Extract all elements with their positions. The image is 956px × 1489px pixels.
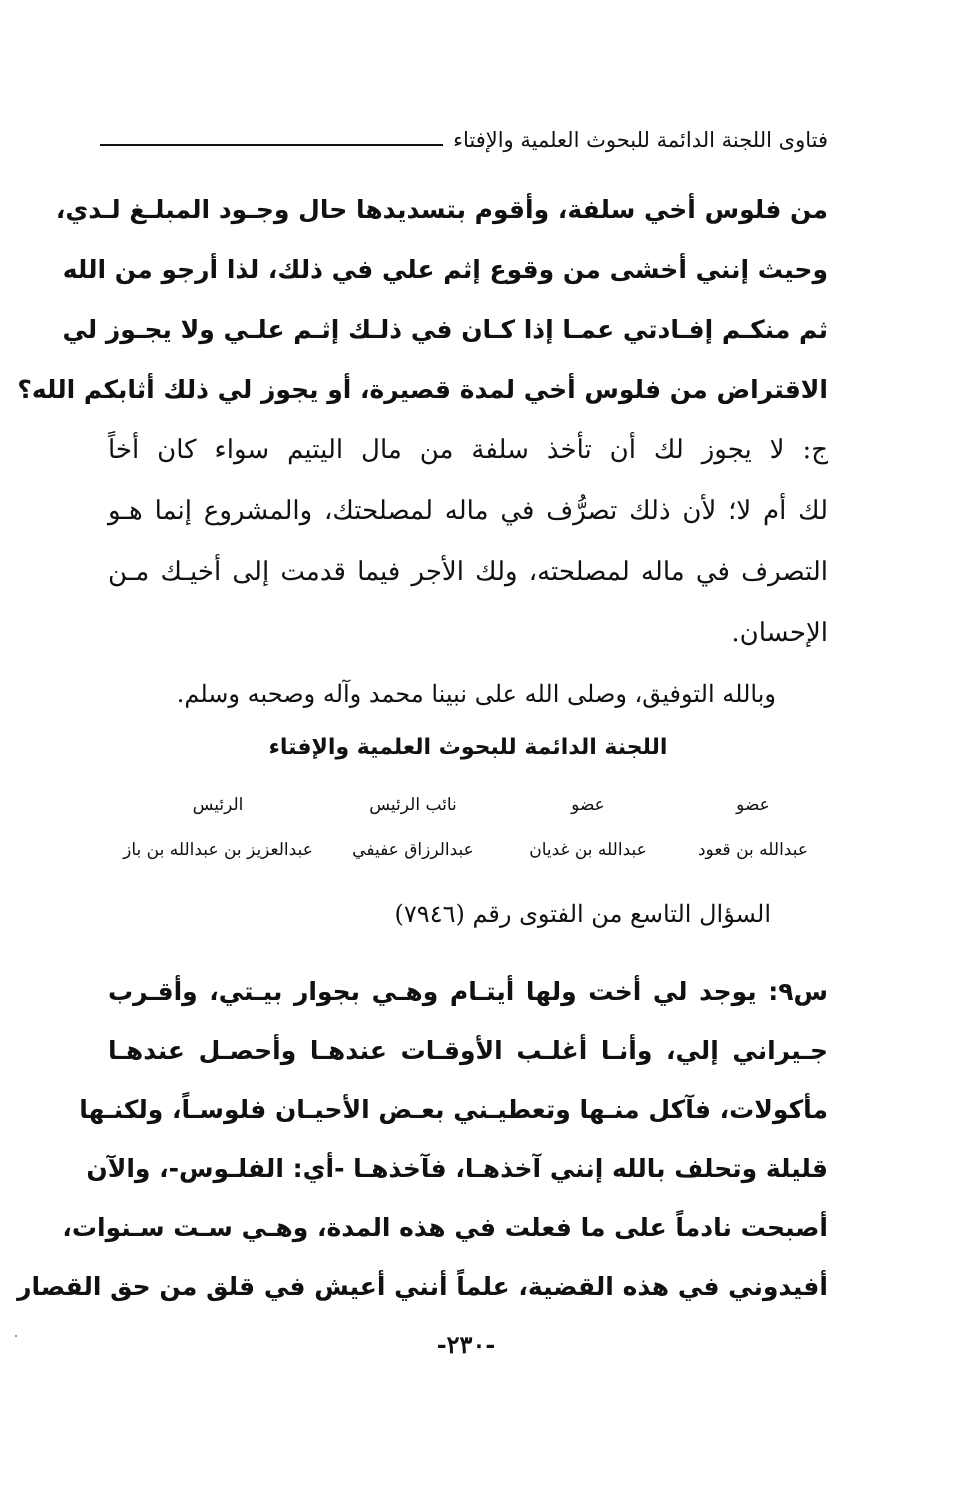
signatory-names [118, 840, 828, 860]
scan-speck [15, 1335, 17, 1337]
question-2-line: س٩: يوجد لي أخت ولها أيتـام وهـي بجوار بيـتي، وأقـرب [108, 977, 828, 1006]
question-1-line: ثم منكـم إفـادتي عمـا إذا كـان في ذلـك إثـم علـي ولا يجـوز لي [62, 315, 828, 344]
signatory-name: عبدالرزاق عفيفي [352, 840, 474, 860]
question-2-line: أصبحت نادماً على ما فعلت في هذه المدة، وهـي سـت سـنوات، [62, 1213, 828, 1242]
answer-1 [108, 420, 828, 664]
signatory-role: عضو [571, 795, 605, 815]
signatory-role: عضو [736, 795, 770, 815]
answer-1-line: لك أم لا؛ لأن ذلك تصرُّف في ماله لمصلحتك، والمشروع إنما هـو [108, 496, 828, 526]
header-rule [100, 144, 443, 146]
header-title: فتاوى اللجنة الدائمة للبحوث العلمية والإفتاء [453, 128, 828, 152]
signatory-name: عبدالعزيز بن عبدالله بن باز [123, 840, 313, 860]
answer-1-line: ج: لا يجوز لك أن تأخذ سلفة من مال اليتيم سواء كان أخاً [108, 435, 828, 465]
running-header [100, 112, 828, 152]
question-2 [17, 962, 828, 1316]
question-2-line: جـيراني إلي، وأنـا أغلـب الأوقـات عندهـا وأحصـل عندهـا [108, 1036, 828, 1065]
question-1-line: وحيث إنني أخشى من وقوع إثم علي في ذلك، لذا أرجو من الله [62, 255, 828, 284]
question-1-line: الاقتراض من فلوس أخي لمدة قصيرة، أو يجوز لي ذلك أثابكم الله؟ [17, 375, 828, 404]
answer-1-line: التصرف في ماله لمصلحته، ولك الأجر فيما قدمت إلى أخيـك مـن [108, 557, 828, 587]
fatwa-heading: السؤال التاسع من الفتوى رقم (٧٩٤٦) [394, 900, 771, 928]
question-2-line: مأكولات، فآكل منـها وتعطيـني بعـض الأحيـان فلوسـاً، ولكنـها [79, 1095, 828, 1124]
signatory-name: عبدالله بن غديان [529, 840, 647, 860]
question-2-line: أفيدوني في هذه القضية، علماً أنني أعيش في قلق من حق القصار [17, 1272, 828, 1301]
answer-1-line: الإحسان. [731, 618, 828, 648]
question-2-line: قليلة وتحلف بالله إنني آخذهـا، فآخذهـا -أي: الفلـوس-، والآن [86, 1154, 828, 1183]
committee-title: اللجنة الدائمة للبحوث العلمية والإفتاء [268, 735, 668, 760]
closing-formula: وبالله التوفيق، وصلى الله على نبينا محمد وآله وصحبه وسلم. [176, 680, 776, 708]
signatory-roles [118, 795, 828, 815]
signatory-name: عبدالله بن قعود [697, 840, 808, 860]
question-1-line: من فلوس أخي سلفة، وأقوم بتسديدها حال وجـود المبلـغ لـدي، [55, 195, 828, 224]
signatory-role: الرئيس [192, 795, 244, 815]
signatory-role: نائب الرئيس [369, 795, 457, 815]
question-1 [17, 180, 828, 420]
page-number: -٢٣٠- [436, 1330, 496, 1359]
